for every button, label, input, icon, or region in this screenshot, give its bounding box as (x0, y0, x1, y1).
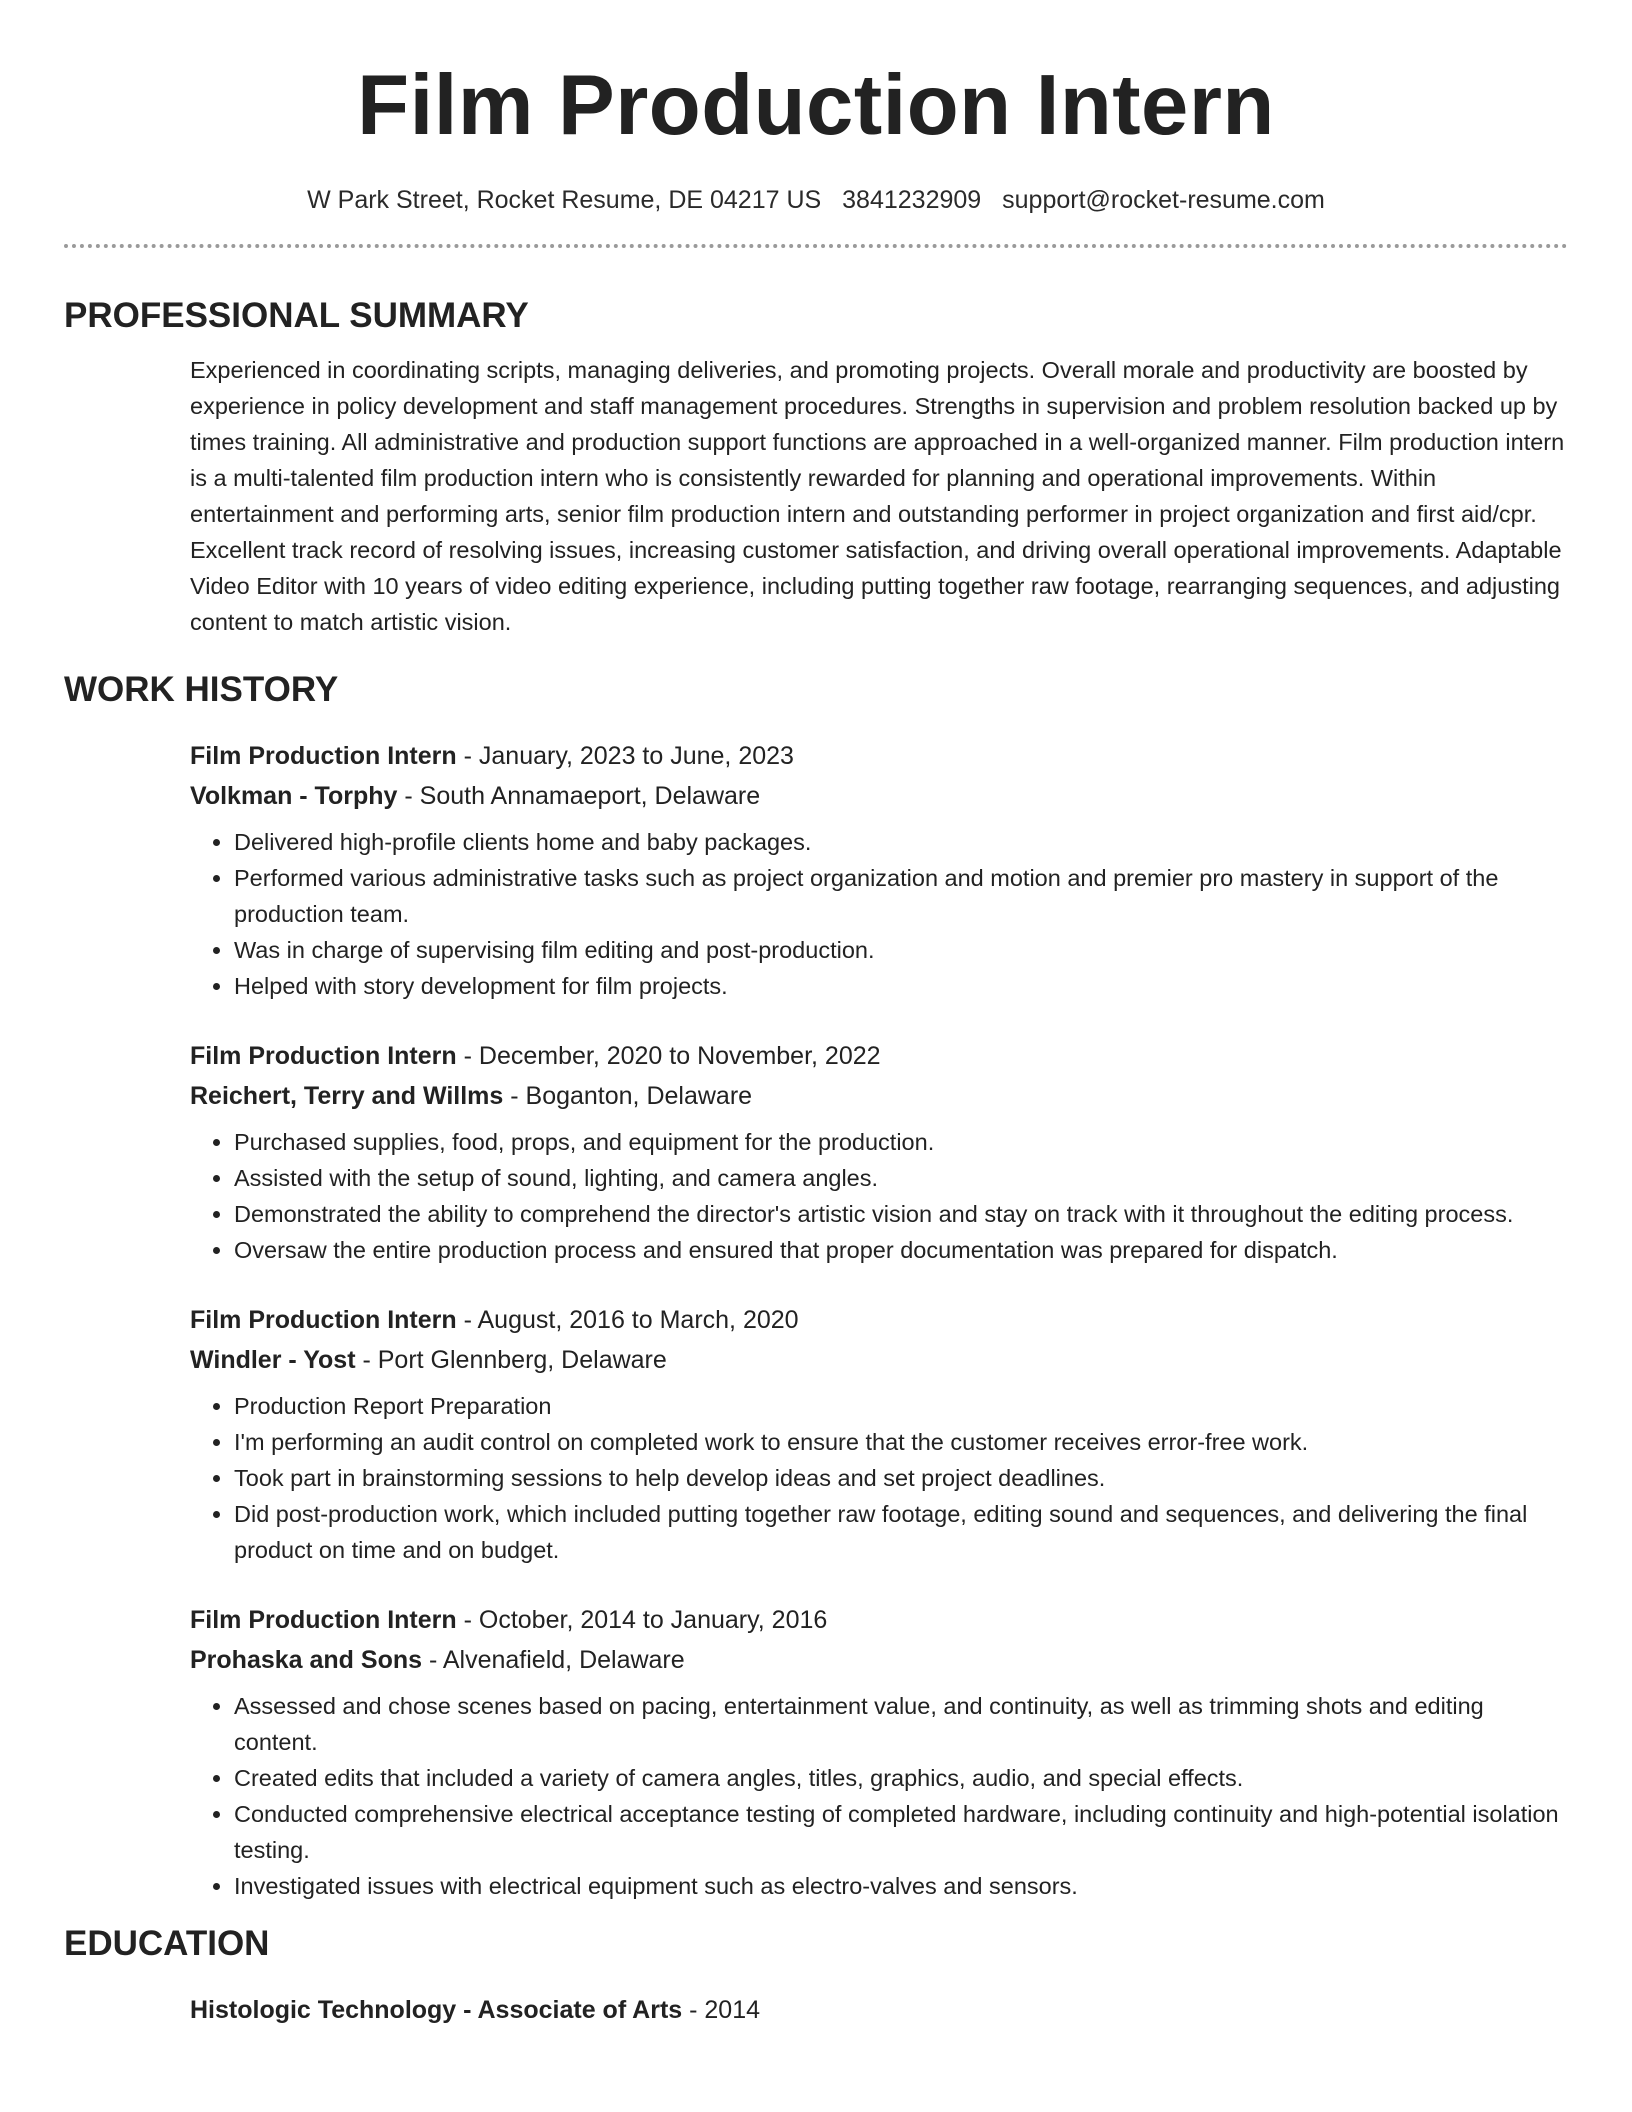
job-company: Volkman - Torphy (190, 782, 398, 810)
education-degree: Histologic Technology - Associate of Arts (190, 1996, 683, 2024)
work-history-heading: WORK HISTORY (64, 670, 339, 709)
job-dates: - December, 2020 to November, 2022 (456, 1042, 881, 1070)
job-bullet: • Production Report Preparation (234, 1388, 1568, 1424)
job-bullet: • Was in charge of supervising film editing and post-production. (234, 932, 1568, 968)
job-bullet-list (190, 1124, 1568, 1268)
job-title-line (190, 1600, 1568, 1640)
job-title-line (190, 1300, 1568, 1340)
email-text: support@rocket-resume.com (1002, 186, 1325, 214)
job-bullet: • Delivered high-profile clients home and baby packages. (234, 824, 1568, 860)
job-location: - South Annamaeport, Delaware (397, 782, 761, 810)
job-bullet: • Investigated issues with electrical equipment such as electro-valves and sensors. (234, 1868, 1568, 1904)
job-company-line (190, 1340, 1568, 1380)
phone-text: 3841232909 (842, 186, 982, 214)
contact-line (64, 184, 1568, 216)
job-bullet: • Performed various administrative tasks such as project organization and motion and premier pro mastery in support of the production team. (234, 860, 1568, 932)
job-bullet: • Conducted comprehensive electrical acceptance testing of completed hardware, including continuity and high-potential isolation testing. (234, 1796, 1568, 1868)
job-company-line (190, 1076, 1568, 1116)
summary-paragraph: Experienced in coordinating scripts, managing deliveries, and promoting projects. Overall morale and productivity are boosted by experience in policy development and staff management procedures. Strengths in supervision and problem resolution backed up by times training. All administrative and production support functions are approached in a well-organized manner. Film production intern is a multi-talented film production intern who is consistently rewarded for planning and operational improvements. Within entertainment and performing arts, senior film production intern and outstanding performer in project organization and first aid/cpr. Excellent track record of resolving issues, increasing customer satisfaction, and driving overall operational improvements. Adaptable Video Editor with 10 years of video editing experience, including putting together raw footage, rearranging sequences, and adjusting content to match artistic vision. (190, 357, 1565, 635)
job-role: Film Production Intern (190, 1606, 457, 1634)
job-title-line (190, 736, 1568, 776)
job-company: Prohaska and Sons (190, 1646, 423, 1674)
job-company-line (190, 1640, 1568, 1680)
summary-section (64, 294, 1568, 640)
job-location: - Alvenafield, Delaware (422, 1646, 685, 1674)
job-dates: - January, 2023 to June, 2023 (456, 742, 794, 770)
education-entry (190, 1990, 1568, 2030)
job-entry (190, 1036, 1568, 1268)
job-title-line (190, 1036, 1568, 1076)
job-bullet: • Purchased supplies, food, props, and equipment for the production. (234, 1124, 1568, 1160)
job-role: Film Production Intern (190, 1306, 457, 1334)
work-history-section (64, 668, 1568, 1904)
education-heading: EDUCATION (64, 1924, 270, 1963)
job-entry (190, 1300, 1568, 1568)
job-location: - Boganton, Delaware (503, 1082, 753, 1110)
job-bullet: • Created edits that included a variety of camera angles, titles, graphics, audio, and special effects. (234, 1760, 1568, 1796)
address-text: W Park Street, Rocket Resume, DE 04217 US (307, 186, 822, 214)
job-bullet: • Assessed and chose scenes based on pacing, entertainment value, and continuity, as well as trimming shots and editing content. (234, 1688, 1568, 1760)
education-year: - 2014 (682, 1996, 761, 2024)
education-section (64, 1922, 1568, 2030)
job-bullet: • Helped with story development for film projects. (234, 968, 1568, 1004)
job-bullet: • I'm performing an audit control on completed work to ensure that the customer receives error-free work. (234, 1424, 1568, 1460)
job-bullet: • Demonstrated the ability to comprehend the director's artistic vision and stay on track with it throughout the editing process. (234, 1196, 1568, 1232)
job-company: Windler - Yost (190, 1346, 356, 1374)
resume-name-heading: Film Production Intern (357, 58, 1275, 153)
job-dates: - October, 2014 to January, 2016 (456, 1606, 828, 1634)
job-entry (190, 1600, 1568, 1904)
job-bullet-list (190, 1688, 1568, 1904)
job-entry (190, 736, 1568, 1004)
job-role: Film Production Intern (190, 742, 457, 770)
job-role: Film Production Intern (190, 1042, 457, 1070)
job-bullet: • Oversaw the entire production process and ensured that proper documentation was prepared for dispatch. (234, 1232, 1568, 1268)
job-bullet: • Took part in brainstorming sessions to help develop ideas and set project deadlines. (234, 1460, 1568, 1496)
job-company-line (190, 776, 1568, 816)
job-bullet: • Did post-production work, which included putting together raw footage, editing sound and sequences, and delivering the final product on time and on budget. (234, 1496, 1568, 1568)
job-bullet: • Assisted with the setup of sound, lighting, and camera angles. (234, 1160, 1568, 1196)
job-location: - Port Glennberg, Delaware (355, 1346, 667, 1374)
job-company: Reichert, Terry and Willms (190, 1082, 504, 1110)
job-bullet-list (190, 1388, 1568, 1568)
job-dates: - August, 2016 to March, 2020 (456, 1306, 799, 1334)
job-bullet-list (190, 824, 1568, 1004)
header-divider (64, 244, 1568, 248)
summary-heading: PROFESSIONAL SUMMARY (64, 296, 529, 335)
